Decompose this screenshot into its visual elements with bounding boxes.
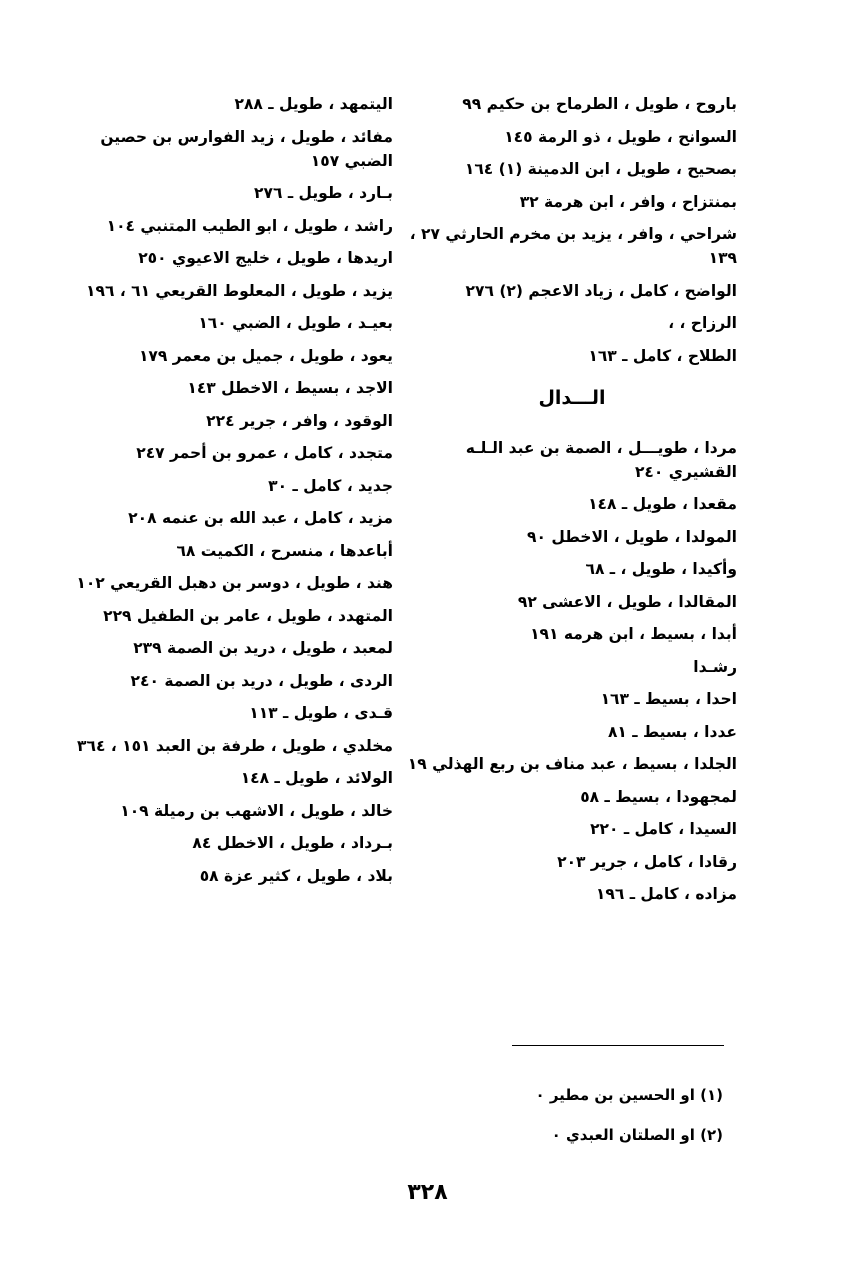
index-entry: المقالدا ، طويل ، الاعشى ٩٢: [517, 592, 737, 611]
index-entry: لمعبد ، طويل ، دريد بن الصمة ٢٣٩: [133, 639, 393, 657]
index-entry: مفائد ، طويل ، زيد الفوارس بن حصين الضبي ١٥٧: [100, 127, 393, 170]
index-column-left: [68, 92, 393, 896]
index-entry: الطلاح ، كامل ـ ١٦٣: [588, 346, 737, 365]
footnotes: [403, 1084, 723, 1164]
index-entry: راشد ، طويل ، ابو الطيب المتنبي ١٠٤: [106, 216, 393, 235]
index-entry: الردى ، طويل ، دريد بن الصمة ٢٤٠: [130, 671, 393, 690]
index-entry: الوقود ، وافر ، جرير ٢٢٤: [206, 411, 393, 430]
index-entry: بصحيح ، طويل ، ابن الدمينة (١) ١٦٤: [464, 160, 737, 178]
index-entry: مخلدي ، طويل ، طرفة بن العبد ١٥١ ، ٣٦٤: [77, 736, 393, 755]
index-entry: باروح ، طويل ، الطرماح بن حكيم ٩٩: [462, 95, 737, 113]
index-entry: المولدا ، طويل ، الاخطل ٩٠: [527, 527, 737, 546]
index-entry: بـرداد ، طويل ، الاخطل ٨٤: [192, 834, 393, 852]
index-entry: الولائد ، طويل ـ ١٤٨: [240, 769, 393, 787]
index-entry: مقعدا ، طويل ـ ١٤٨: [588, 495, 737, 513]
index-entry: هند ، طويل ، دوسر بن دهبل القريعي ١٠٢: [76, 574, 393, 592]
index-entry: قـدى ، طويل ـ ١١٣: [249, 704, 393, 722]
section-title: الـــدال: [538, 386, 606, 409]
index-entry: مزيد ، كامل ، عبد الله بن عنمه ٢٠٨: [128, 509, 393, 527]
index-entry: متجدد ، كامل ، عمرو بن أحمر ٢٤٧: [136, 444, 393, 462]
footnote-divider: [512, 1045, 724, 1046]
page-number: ٣٢٨: [407, 1180, 448, 1205]
index-entry: بمنتزاح ، وافر ، ابن هرمة ٣٢: [519, 192, 737, 211]
index-entry: خالد ، طويل ، الاشهب بن رميلة ١٠٩: [120, 801, 393, 820]
index-entry: يعود ، طويل ، جميل بن معمر ١٧٩: [138, 346, 393, 365]
index-entry: عددا ، بسيط ـ ٨١: [607, 722, 737, 741]
footnote: (٢) او الصلتان العبدي ٠: [551, 1126, 723, 1144]
index-entry: رقادا ، كامل ، جرير ٢٠٣: [557, 852, 737, 871]
index-entry: بعيـد ، طويل ، الضبي ١٦٠: [198, 314, 393, 332]
index-entry: احدا ، بسيط ـ ١٦٣: [600, 690, 737, 708]
index-entry: السوانح ، طويل ، ذو الرمة ١٤٥: [504, 127, 737, 146]
entry-list-right-b: [407, 436, 737, 907]
index-entry: أبدا ، بسيط ، ابن هرمه ١٩١: [530, 625, 737, 643]
index-column-right: [407, 92, 737, 915]
index-entry: بلاد ، طويل ، كثير عزة ٥٨: [199, 866, 393, 885]
index-entry: اليتمهد ، طويل ـ ٢٨٨: [234, 95, 393, 113]
index-entry: يزيد ، طويل ، المعلوط القريعي ٦١ ، ١٩٦: [86, 281, 393, 300]
entry-list-right-a: [407, 92, 737, 368]
index-entry: أباعدها ، منسرح ، الكميت ٦٨: [176, 541, 393, 560]
index-entry: جديد ، كامل ـ ٣٠: [268, 476, 393, 495]
index-entry: مزاده ، كامل ـ ١٩٦: [595, 885, 737, 903]
index-entry: الاجد ، بسيط ، الاخطل ١٤٣: [187, 379, 393, 397]
index-entry: وأكيدا ، طويل ، ـ ٦٨: [585, 560, 737, 578]
index-entry: شراحي ، وافر ، يزيد بن مخرم الحارثي ٢٧ ، ١٣٩: [409, 225, 737, 267]
footnote: (١) او الحسين بن مطير ٠: [535, 1086, 723, 1104]
index-entry: اريدها ، طويل ، خليج الاعيوي ٢٥٠: [138, 249, 393, 267]
index-entry: المتهدد ، طويل ، عامر بن الطفيل ٢٢٩: [103, 606, 393, 625]
index-entry: رشـدا: [693, 657, 737, 676]
index-entry: السيدا ، كامل ـ ٢٢٠: [590, 820, 737, 838]
index-entry: الجلدا ، بسيط ، عبد مناف بن ربع الهذلي ١٩: [407, 755, 737, 773]
index-entry: لمجهودا ، بسيط ـ ٥٨: [580, 787, 737, 806]
index-entry: بـارد ، طويل ـ ٢٧٦: [254, 184, 393, 202]
index-entry: مردا ، طويـــل ، الصمة بن عبد الـلـه القشيري ٢٤٠: [465, 438, 737, 481]
index-entry: الواضح ، كامل ، زياد الاعجم (٢) ٢٧٦: [465, 281, 737, 300]
index-entry: الرزاح ، ،: [668, 314, 737, 332]
